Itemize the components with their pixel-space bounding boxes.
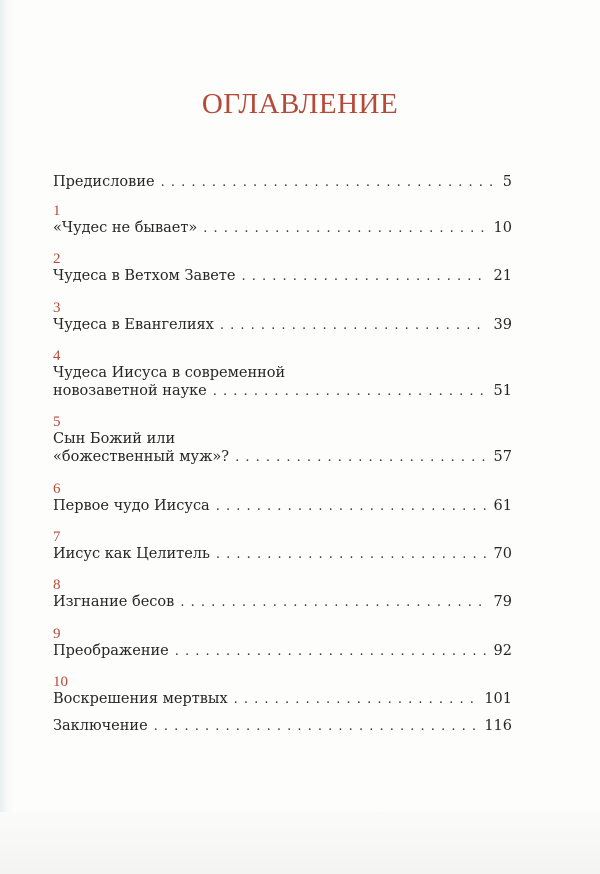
toc-entry-title-line-1: Чудеса Иисуса в современной [53,365,286,381]
toc-entry-chapter-3[interactable] [53,300,512,335]
toc-entry-page: 101 [484,691,512,707]
chapter-number: 7 [53,529,61,545]
chapter-number: 9 [53,626,61,642]
toc-entry-title: Иисус как Целитель [53,546,210,562]
leader-dots [175,643,488,661]
leader-dots [220,317,488,335]
chapter-number: 1 [53,203,61,219]
toc-entry-title: Предисловие [53,174,155,190]
chapter-number: 10 [53,674,68,690]
leader-dots [154,718,479,736]
toc-entry-title: Изгнание бесов [53,594,175,610]
toc-entry-page: 10 [493,220,512,236]
toc-entry-page: 61 [493,498,512,514]
toc-entry-title: Чудеса в Ветхом Завете [53,268,236,284]
toc-entry-conclusion[interactable] [53,717,512,736]
toc-entry-title: Заключение [53,718,148,734]
toc-entry-page: 57 [493,449,512,465]
chapter-number: 3 [53,300,61,316]
toc-entry-chapter-6[interactable] [53,481,512,516]
toc-entry-chapter-2[interactable] [53,251,512,286]
leader-dots [180,594,487,612]
leader-dots [241,268,487,286]
toc-entry-page: 70 [493,546,512,562]
toc-entry-chapter-8[interactable] [53,577,512,612]
toc-entry-page: 51 [493,383,512,399]
leader-dots [213,383,488,401]
leader-dots [234,691,479,709]
chapter-number: 4 [53,348,61,364]
toc-entry-page: 116 [484,718,512,734]
toc-entry-chapter-10[interactable] [53,674,512,709]
toc-entry-title: «Чудес не бывает» [53,220,198,236]
toc-entry-page: 21 [493,268,512,284]
toc-entry-title: Первое чудо Иисуса [53,498,210,514]
toc-entry-page: 5 [502,174,512,190]
toc-entry-preface[interactable] [53,173,512,192]
toc-entry-title: новозаветной науке [53,383,207,399]
chapter-number: 6 [53,481,61,497]
page-title: ОГЛАВЛЕНИЕ [201,88,399,120]
toc-entry-page: 79 [493,594,512,610]
toc-entry-page: 92 [493,643,512,659]
toc-entry-title: Воскрешения мертвых [53,691,228,707]
leader-dots [216,546,488,564]
toc-entry-title: Чудеса в Евангелиях [53,317,214,333]
leader-dots [216,498,488,516]
chapter-number: 8 [53,577,61,593]
leader-dots [235,449,487,467]
toc-entry-chapter-9[interactable] [53,626,512,661]
toc-entry-title: Преображение [53,643,169,659]
toc-entry-chapter-1[interactable] [53,203,512,238]
toc-entry-chapter-7[interactable] [53,529,512,564]
toc-entry-title: «божественный муж»? [53,449,230,465]
chapter-number: 5 [53,414,61,430]
toc-entry-chapter-4[interactable] [53,348,512,401]
toc-entry-page: 39 [493,317,512,333]
toc-entry-chapter-5[interactable] [53,414,512,467]
leader-dots [161,174,497,192]
toc-entry-title-line-1: Сын Божий или [53,431,176,447]
chapter-number: 2 [53,251,61,267]
leader-dots [203,220,487,238]
